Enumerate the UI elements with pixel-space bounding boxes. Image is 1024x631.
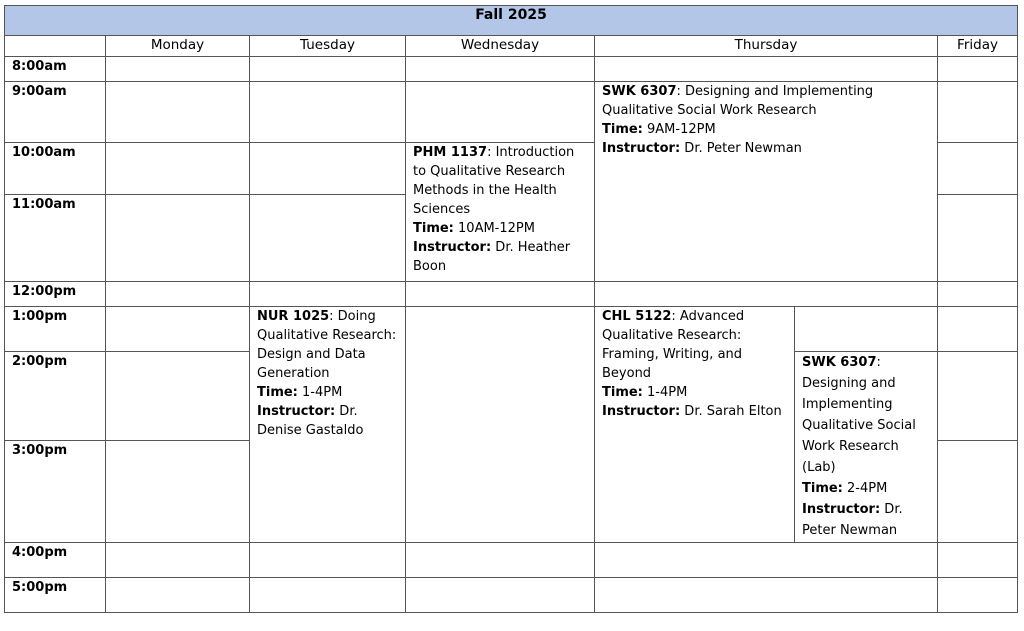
course-time: 1-4PM bbox=[642, 385, 688, 400]
time-label-text: Time: bbox=[257, 385, 298, 400]
empty-cell bbox=[938, 307, 1018, 352]
course-name: : Advanced Qualitative Research: Framing, Writing, and Beyond bbox=[602, 309, 745, 381]
empty-cell bbox=[106, 195, 250, 282]
course-name: : Introduction to Qualitative Research Methods in the Health Sciences bbox=[413, 145, 575, 217]
time-label-text: Time: bbox=[602, 122, 643, 137]
empty-cell bbox=[938, 441, 1018, 543]
schedule-table bbox=[4, 5, 1018, 613]
day-header-friday: Friday bbox=[938, 36, 1018, 57]
time-label: 5:00pm bbox=[5, 578, 106, 613]
course-time: 2-4PM bbox=[842, 481, 888, 496]
instructor-label-text: Instructor: bbox=[413, 240, 492, 255]
empty-cell bbox=[106, 282, 250, 307]
course-block-phm1137 bbox=[406, 143, 595, 282]
empty-cell bbox=[938, 352, 1018, 441]
day-header-wednesday: Wednesday bbox=[406, 36, 595, 57]
empty-cell bbox=[938, 195, 1018, 282]
empty-cell bbox=[406, 57, 595, 82]
empty-cell bbox=[106, 143, 250, 195]
empty-cell bbox=[250, 578, 406, 613]
empty-cell bbox=[938, 82, 1018, 143]
course-time: 10AM-12PM bbox=[453, 221, 535, 236]
course-code: PHM 1137 bbox=[413, 145, 488, 160]
instructor-label-text: Instructor: bbox=[257, 404, 336, 419]
course-instructor: Dr. Peter Newman bbox=[680, 141, 802, 156]
empty-cell bbox=[106, 441, 250, 543]
empty-cell bbox=[595, 578, 938, 613]
instructor-label-text: Instructor: bbox=[602, 141, 681, 156]
empty-cell bbox=[938, 57, 1018, 82]
course-code: SWK 6307 bbox=[602, 84, 677, 99]
time-label: 11:00am bbox=[5, 195, 106, 282]
time-label-text: Time: bbox=[802, 481, 843, 496]
course-instructor: Dr. Heather Boon bbox=[413, 240, 571, 274]
time-label-text: Time: bbox=[602, 385, 643, 400]
instructor-label-text: Instructor: bbox=[802, 502, 881, 517]
course-instructor: Dr. Peter Newman bbox=[802, 502, 903, 538]
time-label: 10:00am bbox=[5, 143, 106, 195]
time-label: 1:00pm bbox=[5, 307, 106, 352]
empty-cell bbox=[795, 307, 938, 352]
course-block-nur1025 bbox=[250, 307, 406, 543]
empty-cell bbox=[250, 195, 406, 282]
empty-cell bbox=[595, 282, 938, 307]
course-name: : Doing Qualitative Research: Design and Data Generation bbox=[257, 309, 397, 381]
empty-cell bbox=[106, 543, 250, 578]
time-label: 3:00pm bbox=[5, 441, 106, 543]
day-header-tuesday: Tuesday bbox=[250, 36, 406, 57]
schedule-title: Fall 2025 bbox=[5, 6, 1018, 36]
course-code: CHL 5122 bbox=[602, 309, 672, 324]
empty-cell bbox=[938, 578, 1018, 613]
empty-cell bbox=[406, 543, 595, 578]
course-name: : Designing and Implementing Qualitative Social Work Research bbox=[602, 84, 874, 118]
empty-cell bbox=[595, 543, 938, 578]
empty-cell bbox=[106, 352, 250, 441]
empty-cell bbox=[406, 282, 595, 307]
time-label: 2:00pm bbox=[5, 352, 106, 441]
course-instructor: Dr. Sarah Elton bbox=[680, 404, 782, 419]
empty-cell bbox=[406, 578, 595, 613]
empty-cell bbox=[106, 578, 250, 613]
empty-cell bbox=[106, 82, 250, 143]
course-block-chl5122 bbox=[595, 307, 795, 543]
empty-cell bbox=[938, 282, 1018, 307]
course-code: NUR 1025 bbox=[257, 309, 330, 324]
course-code: SWK 6307 bbox=[802, 355, 877, 370]
time-label: 4:00pm bbox=[5, 543, 106, 578]
empty-cell bbox=[250, 82, 406, 143]
instructor-label-text: Instructor: bbox=[602, 404, 681, 419]
empty-cell bbox=[938, 143, 1018, 195]
empty-cell bbox=[250, 543, 406, 578]
time-label: 9:00am bbox=[5, 82, 106, 143]
empty-cell bbox=[938, 543, 1018, 578]
course-name: : Designing and Implementing Qualitative Social Work Research (Lab) bbox=[802, 355, 916, 475]
course-time: 1-4PM bbox=[297, 385, 343, 400]
empty-cell bbox=[250, 282, 406, 307]
course-instructor: Dr. Denise Gastaldo bbox=[257, 404, 364, 438]
corner-cell bbox=[5, 36, 106, 57]
empty-cell bbox=[406, 82, 595, 143]
empty-cell bbox=[106, 57, 250, 82]
day-header-monday: Monday bbox=[106, 36, 250, 57]
course-time: 9AM-12PM bbox=[642, 122, 716, 137]
course-block-swk6307-lab bbox=[795, 352, 938, 543]
day-header-thursday: Thursday bbox=[595, 36, 938, 57]
empty-cell bbox=[250, 143, 406, 195]
empty-cell bbox=[106, 307, 250, 352]
empty-cell bbox=[250, 57, 406, 82]
time-label: 12:00pm bbox=[5, 282, 106, 307]
course-block-swk6307 bbox=[595, 82, 938, 282]
time-label: 8:00am bbox=[5, 57, 106, 82]
time-label-text: Time: bbox=[413, 221, 454, 236]
empty-cell bbox=[595, 57, 938, 82]
empty-cell bbox=[406, 307, 595, 543]
